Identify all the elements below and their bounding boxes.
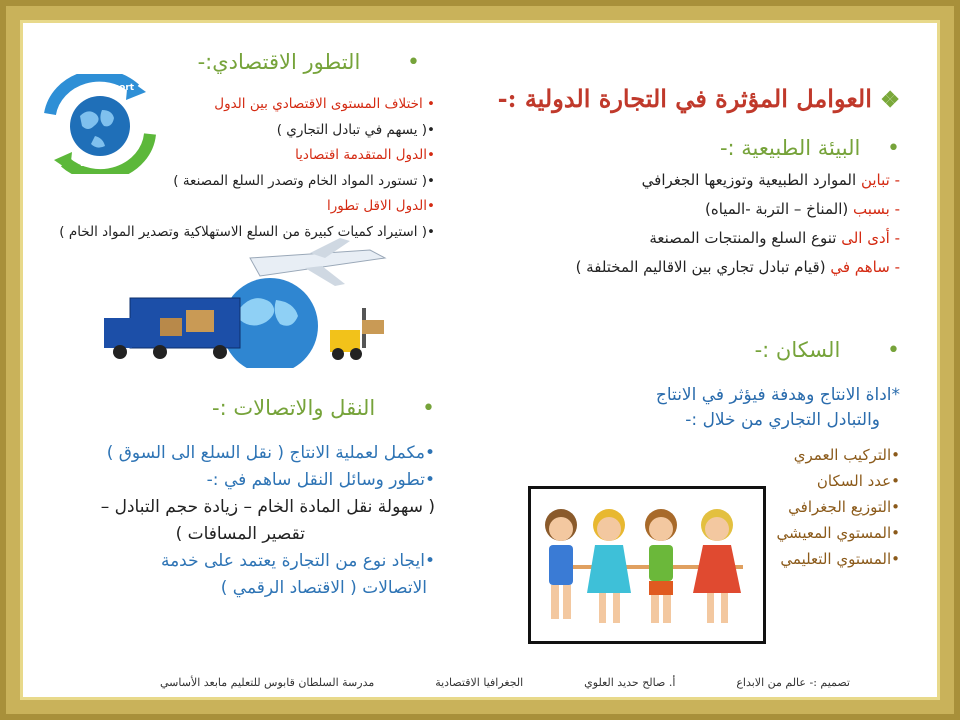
transport-lines [101,440,435,602]
economy-heading [198,50,420,75]
import-label: Import [100,83,135,93]
list-item: •التوزيع الجغرافي [788,498,900,516]
transport-line: ( سهولة نقل المادة الخام – زيادة حجم التبادل – [100,497,435,517]
population-factor-list [777,442,901,572]
children-illustration [531,489,763,641]
footer-design-credit: تصميم :- عالم من الابداع [736,676,850,689]
economy-line: •الدول الاقل تطورا [326,198,435,214]
economy-line: • اختلاف المستوى الاقتصادي بين الدول [214,96,435,112]
bullet-icon: • [887,338,900,363]
main-title [498,84,900,113]
transport-illustration [100,238,400,368]
population-heading [755,338,900,363]
transport-heading [212,396,435,421]
footer-teacher: أ. صالح حديد العلوي [584,676,676,689]
footer-school: مدرسة السلطان قابوس للتعليم مابعد الأساسي [160,676,375,689]
transport-line: •تطور وسائل النقل ساهم في :- [206,470,435,490]
export-label: Export [80,159,114,169]
transport-line: تقصير المسافات ) [175,524,305,544]
bullet-icon: • [407,50,420,75]
environment-lines [576,166,900,282]
footer [160,676,850,689]
children-holding-hands-image [528,486,766,644]
environment-line: - تباين الموارد الطبيعية وتوزيعها الجغرافي [641,171,900,189]
economy-line: •( استيراد كميات كبيرة من السلع الاستهلاكية وتصدير المواد الخام ) [59,223,435,240]
list-item: •المستوي التعليمي [780,550,900,568]
main-title-text: العوامل المؤثرة في التجارة الدولية :- [497,84,872,113]
economy-line: •الدول المتقدمة اقتصاديا [295,147,435,163]
bullet-icon: • [887,136,900,161]
population-intro [656,383,900,433]
environment-heading-text: البيئة الطبيعية :- [719,136,861,160]
environment-heading [720,136,900,161]
import-export-globe-icon [40,74,160,174]
environment-line: - بسبب (المناخ – التربة -المياه) [704,200,900,218]
transport-line: •ايجاد نوع من التجارة يعتمد على خدمة [160,551,435,571]
list-item: •المستوي المعيشي [776,524,900,542]
population-intro-line: *اداة الانتاج وهدفة فيؤثر في الانتاج [655,385,900,405]
footer-subject: الجغرافيا الاقتصادية [435,676,524,689]
economy-heading-text: التطور الاقتصادي:- [197,50,361,74]
population-heading-text: السكان :- [754,338,841,362]
list-item: •عدد السكان [816,472,900,490]
bullet-icon: • [422,396,435,421]
environment-line: - أدى الى تنوع السلع والمنتجات المصنعة [649,229,900,247]
economy-line: •( يسهم في تبادل التجاري ) [276,121,435,138]
economy-line: •( تستورد المواد الخام وتصدر السلع المصنعة ) [173,172,435,189]
four-diamond-star-icon: ❖ [880,87,900,113]
population-intro-line: والتبادل التجاري من خلال :- [685,410,880,430]
list-item: •التركيب العمري [793,446,900,464]
transport-heading-text: النقل والاتصالات :- [212,396,376,420]
environment-line: - ساهم في (قيام تبادل تجاري بين الاقاليم المختلفة ) [575,258,900,276]
transport-line: الاتصالات ( الاقتصاد الرقمي ) [220,578,427,598]
transport-line: •مكمل لعملية الانتاج ( نقل السلع الى السوق ) [106,443,435,463]
